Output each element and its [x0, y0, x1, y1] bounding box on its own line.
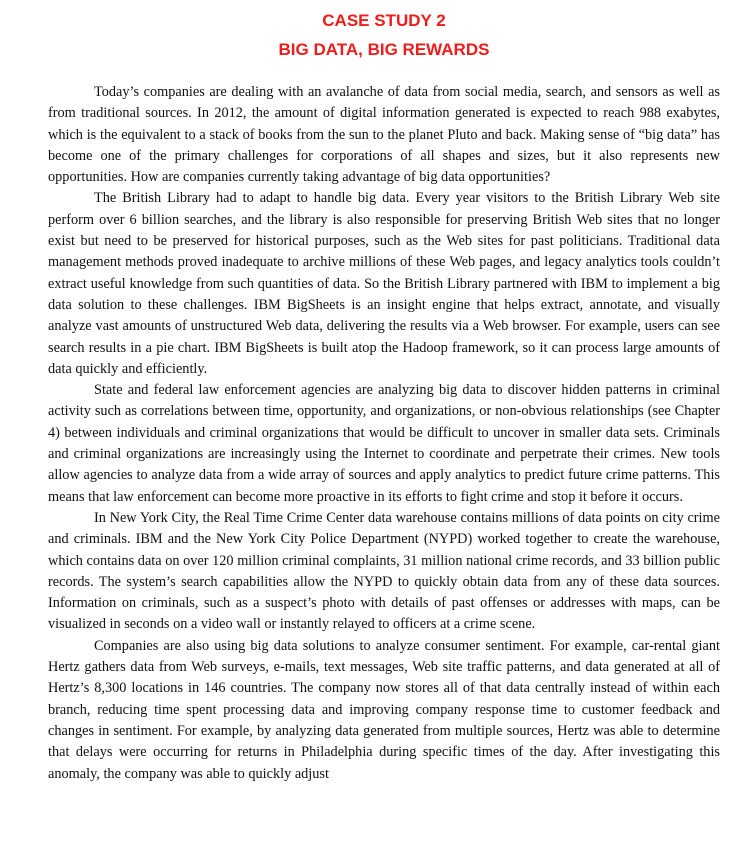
case-study-label: CASE STUDY 2: [322, 11, 446, 30]
paragraph-nypd: In New York City, the Real Time Crime Center data warehouse contains millions of data points on city crime and criminals. IBM and the New York City Police Department (NYPD) worked together to create the warehouse, which contains data on over 120 million criminal complaints, 31 million national crime records, and 33 billion public records. The system’s search capabilities allow the NYPD to quickly obtain data from any of these data sources. Information on criminals, such as a suspect’s photo with details of past offenses or addresses with maps, can be visualized in seconds on a video wall or instantly relayed to officers at a crime scene.: [48, 509, 720, 633]
paragraph-intro: Today’s companies are dealing with an avalanche of data from social media, search, and sensors as well as from traditional sources. In 2012, the amount of digital information generated is expected to reach 988 exabytes, which is the equivalent to a stack of books from the sun to the planet Pluto and back. Making sense of “big data” has become one of the primary challenges for corporations of all shapes and sizes, but it also represents new opportunities. How are companies currently taking advantage of big data opportunities?: [48, 84, 720, 186]
paragraph-british-library: The British Library had to adapt to handle big data. Every year visitors to the British Library Web site perform over 6 billion searches, and the library is also responsible for preserving British Web sites that no longer exist but need to be preserved for historical purposes, such as the Web sites for past politicians. Traditional data management methods proved inadequate to archive millions of these Web pages, and legacy analytics tools couldn’t extract useful knowledge from such quantities of data. So the British Library partnered with IBM to implement a big data solution to these challenges. IBM BigSheets is an insight engine that helps extract, annotate, and visually analyze vast amounts of unstructured Web data, delivering the results via a Web browser. For example, users can see search results in a pie chart. IBM BigSheets is built atop the Hadoop framework, so it can process large amounts of data quickly and efficiently.: [48, 190, 720, 377]
case-study-title: BIG DATA, BIG REWARDS: [278, 40, 490, 59]
paragraph-hertz: Companies are also using big data solutions to analyze consumer sentiment. For example, car-rental giant Hertz gathers data from Web surveys, e-mails, text messages, Web site traffic patterns, and data generated at all of Hertz’s 8,300 locations in 146 countries. The company now stores all of that data centrally instead of within each branch, reducing time spent processing data and improving company response time to customer feedback and changes in sentiment. For example, by analyzing data generated from multiple sources, Hertz was able to determine that delays were occurring for returns in Philadelphia during specific times of the day. After investigating this anomaly, the company was able to quickly adjust: [48, 637, 720, 782]
document-page: [48, 10, 720, 785]
paragraph-law-enforcement: State and federal law enforcement agencies are analyzing big data to discover hidden patterns in criminal activity such as correlations between time, opportunity, and organizations, or non-obvious relationships (see Chapter 4) between individuals and criminal organizations that would be difficult to uncover in smaller data sets. Criminals and criminal organizations are increasingly using the Internet to coordinate and perpetrate their crimes. New tools allow agencies to analyze data from a wide array of sources and apply analytics to predict future crime patterns. This means that law enforcement can become more proactive in its efforts to fight crime and stop it before it occurs.: [48, 382, 720, 505]
